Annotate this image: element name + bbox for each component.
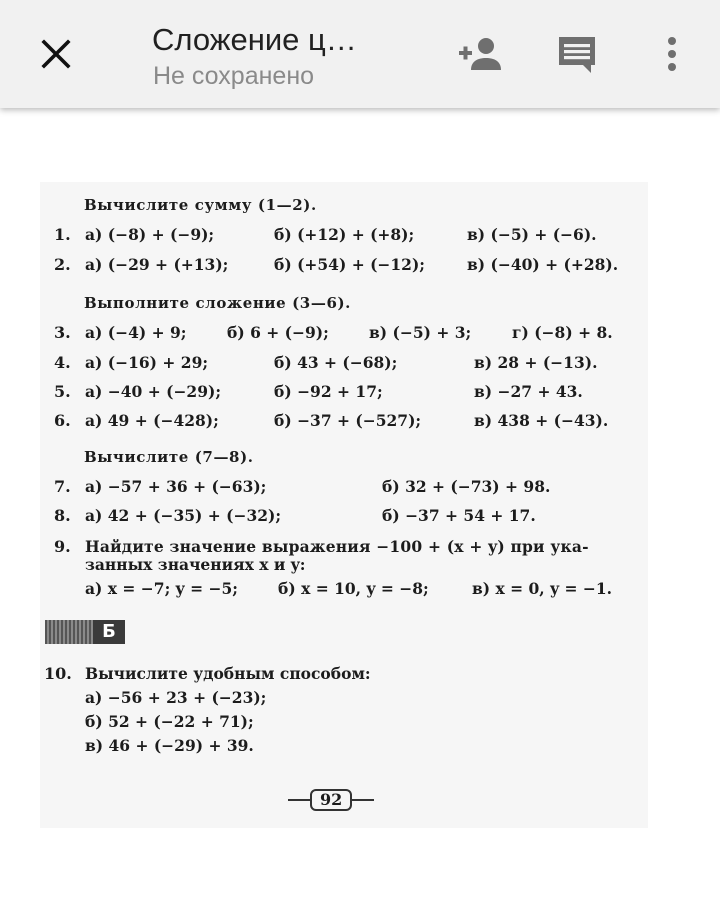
problem-number: 8. [54, 506, 71, 525]
problem-2a: а) (−29 + (+13); [85, 255, 229, 274]
problem-2b: б) (+54) + (−12); [274, 255, 426, 274]
save-status: Не сохранено [153, 62, 315, 90]
problem-10c: в) 46 + (−29) + 39. [85, 736, 254, 755]
add-person-icon [455, 36, 505, 72]
problem-10b: б) 52 + (−22 + 71); [85, 712, 254, 731]
problem-4a: а) (−16) + 29; [85, 353, 209, 372]
page-number-dash [352, 799, 374, 801]
problem-number: 10. [44, 664, 72, 683]
heading-addition: Выполните сложение (3—6). [84, 294, 352, 312]
problem-number: 2. [54, 255, 71, 274]
problem-number: 5. [54, 382, 71, 401]
problem-9-text-line2: занных значениях x и y: [85, 555, 306, 574]
problem-number: 1. [54, 225, 71, 244]
textbook-page [40, 182, 648, 828]
close-button[interactable] [32, 30, 80, 78]
problem-5a: а) −40 + (−29); [85, 382, 222, 401]
more-vert-icon [666, 36, 678, 72]
problem-6a: а) 49 + (−428); [85, 411, 219, 430]
problem-1b: б) (+12) + (+8); [274, 225, 415, 244]
problem-9a: а) x = −7; y = −5; [85, 579, 238, 598]
section-b-label: Б [93, 620, 125, 644]
problem-9c: в) x = 0, y = −1. [472, 579, 613, 598]
section-b-marker [45, 620, 125, 644]
problem-3d: г) (−8) + 8. [512, 323, 613, 342]
problem-number: 9. [54, 537, 71, 556]
problem-1a: а) (−8) + (−9); [85, 225, 215, 244]
problem-3b: б) 6 + (−9); [227, 323, 329, 342]
problem-10a: а) −56 + 23 + (−23); [85, 688, 267, 707]
problem-number: 7. [54, 477, 71, 496]
problem-8a: а) 42 + (−35) + (−32); [85, 506, 282, 525]
problem-number: 3. [54, 323, 71, 342]
problem-1c: в) (−5) + (−6). [467, 225, 597, 244]
heading-compute: Вычислите (7—8). [84, 448, 254, 466]
problem-9-text-line1: Найдите значение выражения −100 + (x + y) при ука- [85, 537, 589, 556]
problem-9b: б) x = 10, y = −8; [278, 579, 429, 598]
close-icon [41, 39, 71, 69]
page-number-value: 92 [310, 789, 352, 811]
problem-6b: б) −37 + (−527); [274, 411, 422, 430]
problem-5c: в) −27 + 43. [474, 382, 583, 401]
problem-number: 4. [54, 353, 71, 372]
problem-7a: а) −57 + 36 + (−63); [85, 477, 267, 496]
page-number-dash [288, 799, 310, 801]
problem-7b: б) 32 + (−73) + 98. [382, 477, 551, 496]
comment-icon [555, 33, 599, 75]
problem-5b: б) −92 + 17; [274, 382, 383, 401]
heading-sum: Вычислите сумму (1—2). [84, 196, 317, 214]
add-person-button[interactable] [452, 30, 508, 78]
problem-3c: в) (−5) + 3; [369, 323, 472, 342]
problem-6c: в) 438 + (−43). [474, 411, 609, 430]
problem-4c: в) 28 + (−13). [474, 353, 598, 372]
page-number [288, 788, 374, 812]
document-title: Сложение ц… [152, 22, 357, 57]
problem-10-title: Вычислите удобным способом: [85, 664, 371, 683]
comment-button[interactable] [551, 30, 603, 78]
problem-8b: б) −37 + 54 + 17. [382, 506, 536, 525]
problem-4b: б) 43 + (−68); [274, 353, 398, 372]
app-bar [0, 0, 720, 108]
problem-2c: в) (−40) + (+28). [467, 255, 619, 274]
problem-number: 6. [54, 411, 71, 430]
more-options-button[interactable] [650, 30, 694, 78]
problem-3a: а) (−4) + 9; [85, 323, 187, 342]
